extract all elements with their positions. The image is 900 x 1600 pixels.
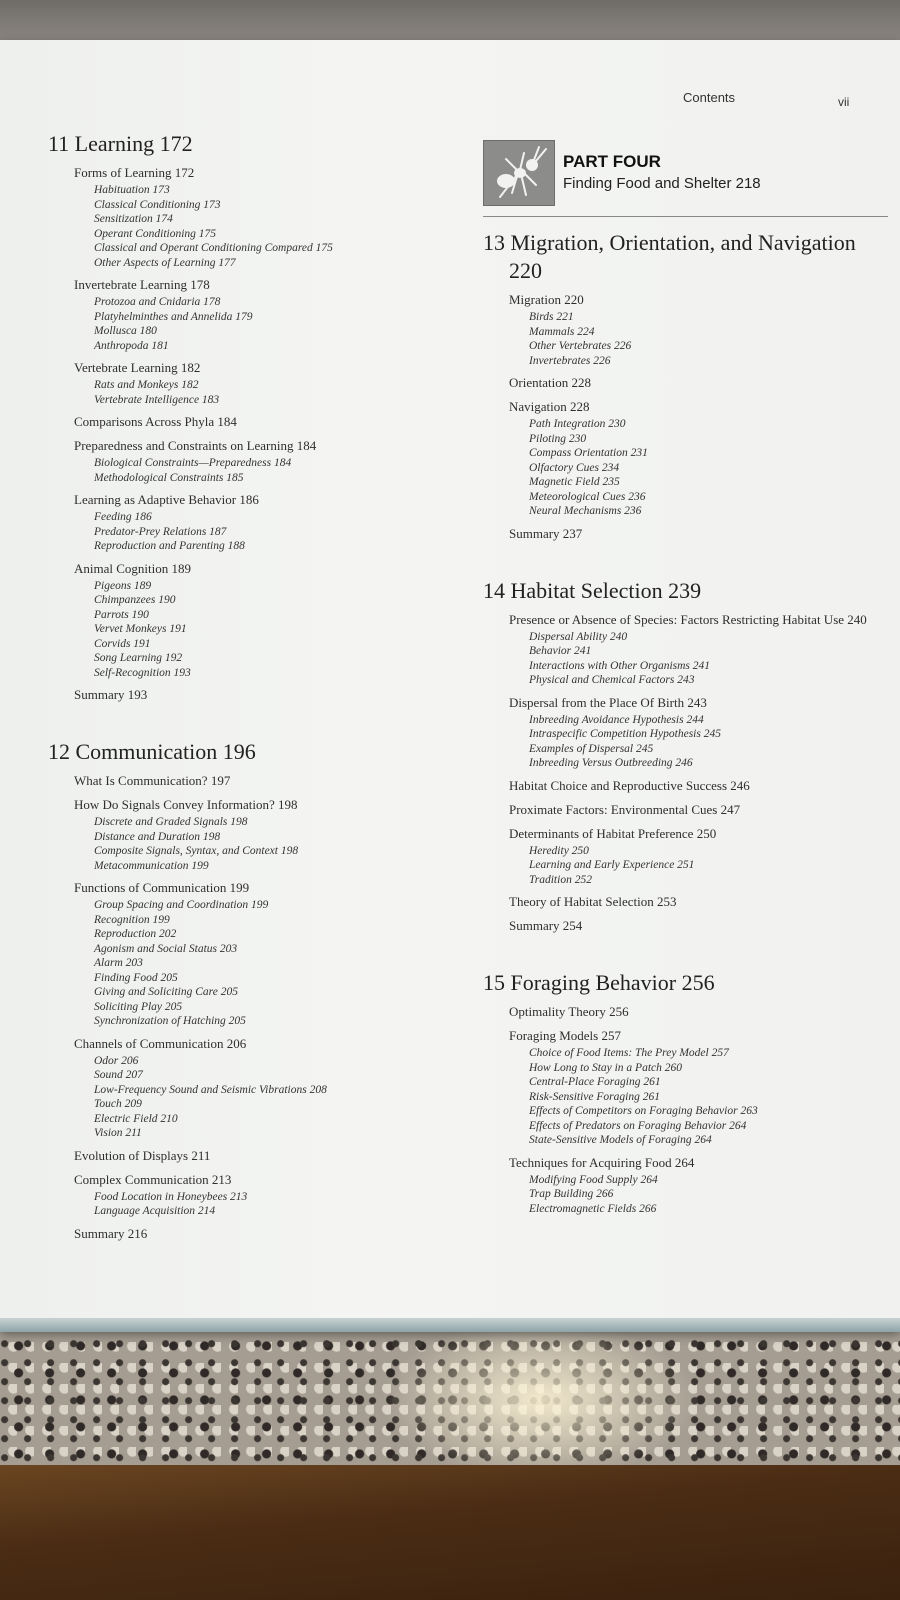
subsection-item: Classical and Operant Conditioning Compared 175: [94, 242, 333, 254]
chapter-spacer: [483, 549, 888, 577]
subsection-item: Self-Recognition 193: [94, 666, 191, 679]
subsection-item: Protozoa and Cnidaria 178: [94, 296, 221, 308]
subsection-item: Operant Conditioning 175: [94, 227, 217, 240]
subsection-item: Rats and Monkeys 182: [94, 379, 199, 391]
part-heading: [483, 140, 888, 206]
subsection-item: State-Sensitive Models of Foraging 264: [529, 1134, 712, 1146]
subsection-item: Piloting 230: [529, 432, 587, 445]
subsection-item: Mammals 224: [529, 325, 595, 338]
section-heading: Evolution of Displays 211: [74, 1147, 211, 1163]
part-label: PART FOUR: [563, 152, 661, 171]
subsection-item: Synchronization of Hatching 205: [94, 1015, 246, 1027]
subsection-item: Predator-Prey Relations 187: [94, 525, 227, 538]
subsection-item: Group Spacing and Coordination 199: [94, 899, 269, 911]
subsection-item: Risk-Sensitive Foraging 261: [529, 1090, 660, 1103]
subsection-item: Reproduction 202: [94, 928, 177, 940]
subsection-list: [529, 630, 888, 688]
subsection-item: Language Acquisition 214: [94, 1205, 216, 1217]
subsection-list: [94, 1190, 448, 1219]
subsection-list: [529, 1173, 888, 1217]
subsection-item: Vertebrate Intelligence 183: [94, 393, 220, 406]
subsection-item: Effects of Predators on Foraging Behavior 264: [529, 1119, 747, 1132]
subsection-item: Feeding 186: [94, 511, 152, 523]
section-heading: How Do Signals Convey Information? 198: [74, 797, 298, 812]
subsection-item: Vervet Monkeys 191: [94, 623, 187, 635]
chapter-title: 13 Migration, Orientation, and Navigation 220: [483, 230, 856, 283]
subsection-item: Song Learning 192: [94, 652, 183, 664]
subsection-list: [94, 815, 448, 873]
subsection-item: Mollusca 180: [94, 325, 157, 337]
subsection-item: Habituation 173: [94, 184, 170, 196]
subsection-item: Biological Constraints—Preparedness 184: [94, 457, 292, 469]
subsection-item: Invertebrates 226: [529, 354, 611, 367]
section-heading: Presence or Absence of Species: Factors Restricting Habitat Use 240: [509, 611, 867, 627]
subsection-item: Composite Signals, Syntax, and Context 198: [94, 845, 299, 857]
subsection-list: [529, 844, 888, 888]
section-heading: Summary 237: [509, 525, 583, 541]
page-edge: [0, 1318, 900, 1332]
section-heading: Theory of Habitat Selection 253: [509, 894, 677, 909]
page-number: vii: [838, 95, 850, 109]
subsection-list: [529, 417, 888, 519]
subsection-item: Examples of Dispersal 245: [529, 742, 654, 755]
subsection-item: Electromagnetic Fields 266: [529, 1202, 657, 1215]
subsection-item: Interactions with Other Organisms 241: [529, 659, 711, 672]
subsection-list: [94, 295, 448, 353]
light-glare: [380, 1320, 700, 1480]
subsection-item: Physical and Chemical Factors 243: [529, 674, 695, 686]
subsection-item: Odor 206: [94, 1054, 139, 1067]
subsection-item: Birds 221: [529, 311, 574, 323]
subsection-list: [94, 1054, 448, 1141]
subsection-item: Distance and Duration 198: [94, 830, 221, 843]
section-heading: Foraging Models 257: [509, 1028, 621, 1043]
subsection-item: Finding Food 205: [94, 971, 178, 984]
section-heading: Navigation 228: [509, 399, 590, 414]
subsection-item: Agonism and Social Status 203: [94, 942, 238, 955]
subsection-item: Modifying Food Supply 264: [529, 1173, 658, 1186]
subsection-item: Food Location in Honeybees 213: [94, 1190, 248, 1203]
section-heading: Preparedness and Constraints on Learning 184: [74, 438, 317, 453]
section-heading: Summary 193: [74, 687, 148, 702]
section-heading: Functions of Communication 199: [74, 880, 250, 895]
subsection-item: Recognition 199: [94, 913, 170, 926]
chapter-title: 15 Foraging Behavior 256: [483, 970, 715, 995]
running-head: Contents: [683, 90, 736, 105]
section-heading: Migration 220: [509, 292, 584, 307]
subsection-list: [94, 456, 448, 485]
subsection-item: Anthropoda 181: [94, 339, 169, 352]
section-heading: Orientation 228: [509, 375, 591, 390]
subsection-item: Pigeons 189: [94, 579, 152, 592]
subsection-item: Inbreeding Versus Outbreeding 246: [529, 757, 693, 769]
subsection-item: Electric Field 210: [94, 1112, 178, 1125]
chapter-title: 11 Learning 172: [48, 131, 193, 156]
section-heading: Determinants of Habitat Preference 250: [509, 825, 717, 841]
subsection-item: Trap Building 266: [529, 1188, 614, 1200]
subsection-item: Touch 209: [94, 1098, 142, 1110]
subsection-item: Reproduction and Parenting 188: [94, 540, 245, 552]
subsection-list: [529, 310, 888, 368]
wooden-edge: [0, 1465, 900, 1600]
subsection-item: Classical Conditioning 173: [94, 198, 221, 211]
section-heading: Summary 216: [74, 1225, 148, 1241]
subsection-item: Alarm 203: [94, 957, 143, 969]
subsection-item: Intraspecific Competition Hypothesis 245: [529, 728, 721, 740]
section-heading: Forms of Learning 172: [74, 165, 195, 180]
subsection-list: [529, 1046, 888, 1148]
subsection-list: [94, 510, 448, 554]
subsection-item: Meteorological Cues 236: [529, 490, 646, 503]
subsection-item: Compass Orientation 231: [529, 447, 648, 459]
subsection-item: Parrots 190: [94, 608, 149, 621]
section-heading: Learning as Adaptive Behavior 186: [74, 492, 259, 507]
subsection-item: Other Aspects of Learning 177: [94, 256, 236, 269]
right-column: [483, 140, 888, 1222]
subsection-item: Heredity 250: [529, 844, 589, 857]
subsection-item: Central-Place Foraging 261: [529, 1076, 661, 1088]
divider: [483, 216, 888, 217]
subsection-item: Metacommunication 199: [94, 859, 209, 872]
subsection-item: Behavior 241: [529, 645, 592, 657]
subsection-item: Neural Mechanisms 236: [529, 505, 642, 517]
subsection-item: Path Integration 230: [529, 418, 626, 430]
section-heading: Optimality Theory 256: [509, 1004, 629, 1019]
subsection-item: Platyhelminthes and Annelida 179: [94, 310, 253, 323]
section-heading: Proximate Factors: Environmental Cues 247: [509, 801, 741, 817]
subsection-item: Sound 207: [94, 1069, 143, 1081]
subsection-item: Low-Frequency Sound and Seismic Vibrations 208: [94, 1083, 327, 1096]
chapter-title: 14 Habitat Selection 239: [483, 577, 702, 603]
chapter-spacer: [483, 941, 888, 969]
right-chapters: [483, 229, 888, 1216]
subsection-item: Tradition 252: [529, 873, 592, 886]
subsection-item: Sensitization 174: [94, 213, 173, 225]
left-column: [48, 130, 448, 1249]
subsection-item: Dispersal Ability 240: [529, 630, 628, 643]
section-heading: Summary 254: [509, 918, 583, 933]
subsection-item: Chimpanzees 190: [94, 594, 176, 606]
subsection-item: Magnetic Field 235: [529, 476, 620, 488]
section-heading: Dispersal from the Place Of Birth 243: [509, 694, 707, 710]
subsection-item: How Long to Stay in a Patch 260: [529, 1061, 683, 1074]
section-heading: Channels of Communication 206: [74, 1035, 247, 1051]
section-heading: Habitat Choice and Reproductive Success 246: [509, 777, 750, 793]
subsection-item: Other Vertebrates 226: [529, 340, 632, 352]
ant-icon: [483, 140, 555, 206]
subsection-list: [94, 898, 448, 1029]
subsection-item: Giving and Soliciting Care 205: [94, 986, 238, 998]
section-heading: Techniques for Acquiring Food 264: [509, 1154, 695, 1170]
section-heading: Complex Communication 213: [74, 1171, 232, 1187]
subsection-item: Vision 211: [94, 1127, 142, 1139]
subsection-item: Choice of Food Items: The Prey Model 257: [529, 1047, 729, 1059]
subsection-item: Methodological Constraints 185: [94, 471, 244, 484]
section-heading: Animal Cognition 189: [74, 560, 191, 576]
subsection-list: [94, 579, 448, 681]
section-heading: What Is Communication? 197: [74, 773, 231, 788]
subsection-item: Olfactory Cues 234: [529, 461, 620, 474]
subsection-item: Effects of Competitors on Foraging Behavior 263: [529, 1105, 758, 1117]
subsection-item: Inbreeding Avoidance Hypothesis 244: [529, 713, 704, 726]
subsection-item: Learning and Early Experience 251: [529, 859, 695, 871]
part-title: Finding Food and Shelter 218: [563, 175, 761, 192]
chapter-title: 12 Communication 196: [48, 739, 256, 764]
chapter-spacer: [48, 710, 448, 738]
section-heading: Invertebrate Learning 178: [74, 277, 210, 292]
subsection-item: Discrete and Graded Signals 198: [94, 816, 248, 828]
subsection-list: [94, 378, 448, 407]
section-heading: Comparisons Across Phyla 184: [74, 414, 237, 429]
subsection-list: [94, 183, 448, 270]
subsection-item: Soliciting Play 205: [94, 1000, 183, 1013]
section-heading: Vertebrate Learning 182: [74, 360, 201, 375]
subsection-list: [529, 713, 888, 771]
subsection-item: Corvids 191: [94, 637, 151, 650]
